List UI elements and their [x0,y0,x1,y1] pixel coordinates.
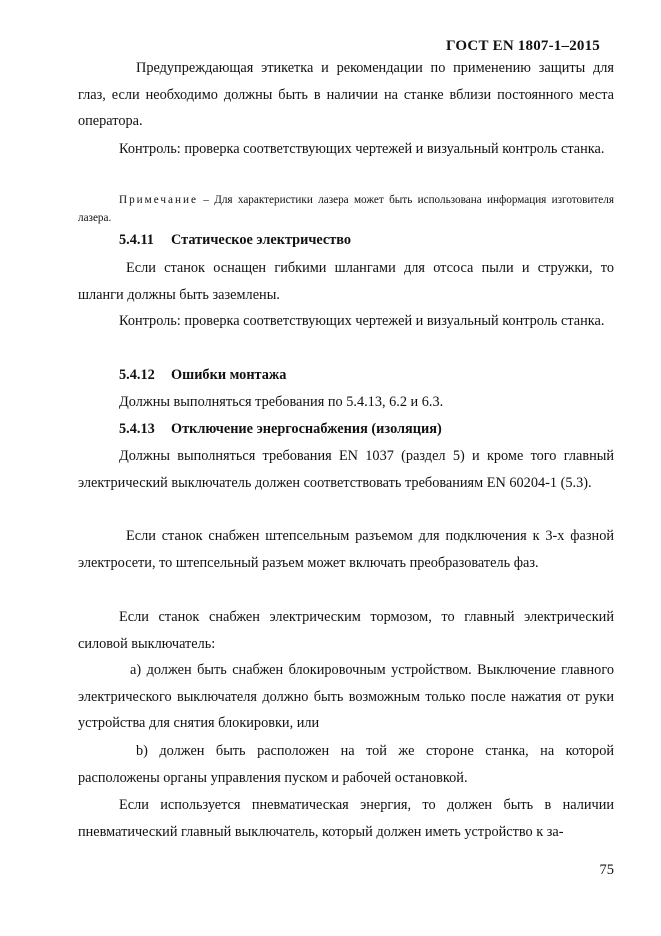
section-number: 5.4.12 [119,367,155,383]
paragraph-electric-brake: Если станок снабжен электрическим тормозом, то главный электрический силовой выключатель: [78,609,614,652]
note-label: Примечание [119,194,198,206]
document-id-header: ГОСТ EN 1807-1–2015 [446,38,600,54]
paragraph-control-2: Контроль: проверка соответствующих чертежей и визуальный контроль станка. [119,313,605,329]
section-title: Ошибки монтажа [171,367,287,383]
paragraph-static-electricity: Если станок оснащен гибкими шлангами для отсоса пыли и стружки, то шланги должны быть заземлены. [78,260,614,303]
note-paragraph [78,191,614,227]
section-number: 5.4.11 [119,232,154,248]
page-number: 75 [599,862,614,878]
section-heading-5-4-11 [119,230,351,250]
section-title: Статическое электричество [171,232,352,248]
list-item-b: b) должен быть расположен на той же стороне станка, на которой расположены органы управления пуском и рабочей остановкой. [78,743,614,786]
note-text: – Для характеристики лазера может быть использована информация изготовителя лазера. [78,194,614,224]
section-title: Отключение энергоснабжения (изоляция) [171,421,442,437]
paragraph-mounting-errors: Должны выполняться требования по 5.4.13, 6.2 и 6.3. [119,394,444,410]
paragraph-control-1: Контроль: проверка соответствующих чертежей и визуальный контроль станка. [119,141,605,157]
paragraph-pneumatic-energy: Если используется пневматическая энергия, то должен быть в наличии пневматический главный выключатель, который должен иметь устройство к за- [78,797,614,840]
list-item-a: а) должен быть снабжен блокировочным устройством. Выключение главного электрического выключателя должно быть возможным только после нажатия от руки устройства для снятия блокировки, или [78,662,614,732]
paragraph-plug-connector: Если станок снабжен штепсельным разъемом для подключения к 3-х фазной электросети, то штепсельный разъем может включать преобразователь фаз. [78,528,614,571]
section-number: 5.4.13 [119,421,155,437]
section-heading-5-4-13 [119,419,442,439]
paragraph-warning-label: Предупреждающая этикетка и рекомендации по применению защиты для глаз, если необходимо должны быть в наличии на станке вблизи постоянного места оператора. [78,60,614,130]
section-heading-5-4-12 [119,365,286,385]
paragraph-isolation-requirements: Должны выполняться требования EN 1037 (раздел 5) и кроме того главный электрический выключатель должен соответствовать требованиям EN 60204-1 (5.3). [78,448,614,491]
